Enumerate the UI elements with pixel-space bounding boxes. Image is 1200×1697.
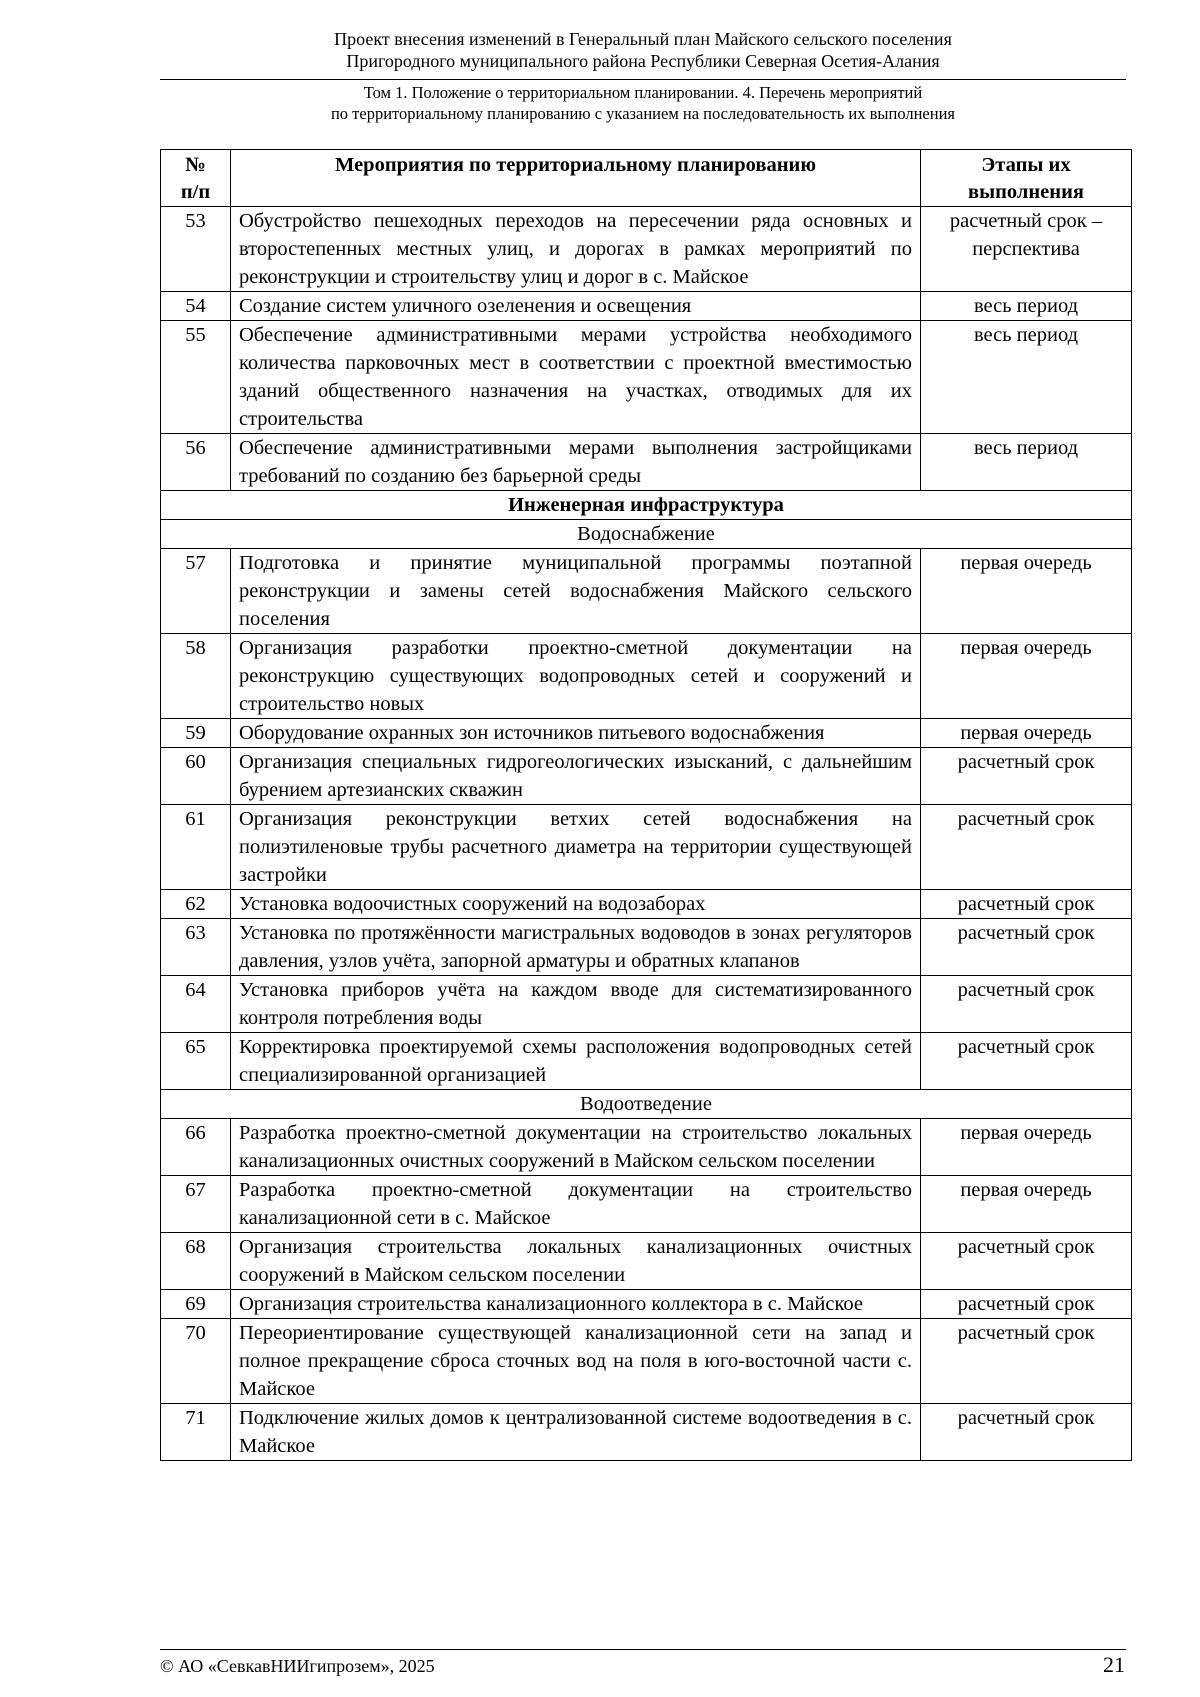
row-measure: Подготовка и принятие муниципальной программы поэтапной реконструкции и замены сетей водоснабжения Майского сельского поселения — [231, 549, 921, 634]
row-measure: Подключение жилых домов к централизованной системе водоотведения в с. Майское — [231, 1404, 921, 1461]
row-number: 58 — [161, 634, 231, 719]
table-row — [161, 207, 1132, 292]
column-header-stage — [921, 150, 1132, 207]
table-body-c — [161, 1119, 1132, 1461]
table-row — [161, 919, 1132, 976]
row-number: 65 — [161, 1033, 231, 1090]
row-measure: Организация разработки проектно-сметной документации на реконструкцию существующих водопроводных сетей и сооружений и строительство новых — [231, 634, 921, 719]
row-stage: первая очередь — [921, 634, 1132, 719]
row-measure: Обеспечение административными мерами выполнения застройщиками требований по созданию без барьерной среды — [231, 434, 921, 491]
row-number: 71 — [161, 1404, 231, 1461]
column-header-measure: Мероприятия по территориальному планированию — [231, 150, 921, 207]
table-row — [161, 549, 1132, 634]
table-row — [161, 321, 1132, 434]
section-row — [161, 491, 1132, 520]
row-number: 57 — [161, 549, 231, 634]
project-title-line-2: Пригородного муниципального района Республики Северная Осетия-Алания — [346, 51, 940, 71]
row-stage: расчетный срок — [921, 890, 1132, 919]
row-number: 56 — [161, 434, 231, 491]
subsection-heading-wastewater: Водоотведение — [161, 1090, 1132, 1119]
row-number: 67 — [161, 1176, 231, 1233]
row-stage: весь период — [921, 321, 1132, 434]
table-section-wastewater — [161, 1090, 1132, 1119]
table-row — [161, 1033, 1132, 1090]
table-row — [161, 1290, 1132, 1319]
row-stage: весь период — [921, 292, 1132, 321]
row-stage: весь период — [921, 434, 1132, 491]
section-heading-engineering: Инженерная инфраструктура — [161, 491, 1132, 520]
row-number: 68 — [161, 1233, 231, 1290]
project-title-line-1: Проект внесения изменений в Генеральный план Майского сельского поселения — [334, 29, 952, 49]
row-measure: Установка по протяжённости магистральных водоводов в зонах регуляторов давления, узлов учёта, запорной арматуры и обратных клапанов — [231, 919, 921, 976]
subsection-heading-water-supply: Водоснабжение — [161, 520, 1132, 549]
row-stage: расчетный срок — [921, 1290, 1132, 1319]
row-number: 55 — [161, 321, 231, 434]
row-number: 62 — [161, 890, 231, 919]
table-row — [161, 748, 1132, 805]
row-measure: Организация строительства канализационного коллектора в с. Майское — [231, 1290, 921, 1319]
row-stage: первая очередь — [921, 549, 1132, 634]
table-row — [161, 1319, 1132, 1404]
row-measure: Организация строительства локальных канализационных очистных сооружений в Майском сельском поселении — [231, 1233, 921, 1290]
row-measure: Установка водоочистных сооружений на водозаборах — [231, 890, 921, 919]
table-section-engineering — [161, 491, 1132, 549]
volume-title — [160, 82, 1126, 124]
row-number: 61 — [161, 805, 231, 890]
table-row — [161, 719, 1132, 748]
footer-divider — [160, 1649, 1126, 1650]
row-number: 64 — [161, 976, 231, 1033]
header-divider — [160, 79, 1126, 80]
row-number: 53 — [161, 207, 231, 292]
table-row — [161, 1404, 1132, 1461]
row-stage: расчетный срок — [921, 976, 1132, 1033]
table-row — [161, 634, 1132, 719]
row-stage: расчетный срок — [921, 1319, 1132, 1404]
row-measure: Обустройство пешеходных переходов на пересечении ряда основных и второстепенных местных улиц, и дорогах в рамках мероприятий по реконструкции и строительству улиц и дорог в с. Майское — [231, 207, 921, 292]
row-stage: первая очередь — [921, 719, 1132, 748]
row-measure: Организация реконструкции ветхих сетей водоснабжения на полиэтиленовые трубы расчетного диаметра на территории существующей застройки — [231, 805, 921, 890]
table-row — [161, 1176, 1132, 1233]
project-title — [160, 28, 1126, 72]
row-measure: Обеспечение административными мерами устройства необходимого количества парковочных мест в соответствии с проектной вместимостью зданий общественного назначения на участках, отводимых для их строительства — [231, 321, 921, 434]
row-measure: Корректировка проектируемой схемы расположения водопроводных сетей специализированной организацией — [231, 1033, 921, 1090]
subsection-row — [161, 1090, 1132, 1119]
table-body-b — [161, 549, 1132, 1090]
row-stage: первая очередь — [921, 1119, 1132, 1176]
volume-title-line-1: Том 1. Положение о территориальном планировании. 4. Перечень мероприятий — [363, 83, 923, 102]
table-row — [161, 434, 1132, 491]
row-measure: Оборудование охранных зон источников питьевого водоснабжения — [231, 719, 921, 748]
row-number: 54 — [161, 292, 231, 321]
row-measure: Разработка проектно-сметной документации на строительство канализационной сети в с. Майское — [231, 1176, 921, 1233]
row-measure: Разработка проектно-сметной документации на строительство локальных канализационных очистных сооружений в Майском сельском поселении — [231, 1119, 921, 1176]
row-stage: расчетный срок – перспектива — [921, 207, 1132, 292]
row-number: 63 — [161, 919, 231, 976]
table-body-a — [161, 207, 1132, 491]
row-number: 69 — [161, 1290, 231, 1319]
row-stage: расчетный срок — [921, 1233, 1132, 1290]
table-row — [161, 292, 1132, 321]
column-header-stage-line-1: Этапы их — [981, 154, 1071, 176]
row-stage: расчетный срок — [921, 805, 1132, 890]
row-measure: Организация специальных гидрогеологических изысканий, с дальнейшим бурением артезианских скважин — [231, 748, 921, 805]
table-row — [161, 1233, 1132, 1290]
row-stage: расчетный срок — [921, 1033, 1132, 1090]
row-number: 59 — [161, 719, 231, 748]
table-header-row — [161, 150, 1132, 207]
row-measure: Установка приборов учёта на каждом вводе для систематизированного контроля потребления воды — [231, 976, 921, 1033]
volume-title-line-2: по территориальному планированию с указанием на последовательность их выполнения — [330, 104, 956, 123]
row-measure: Создание систем уличного озеленения и освещения — [231, 292, 921, 321]
subsection-row — [161, 520, 1132, 549]
table-row — [161, 890, 1132, 919]
column-header-stage-line-2: выполнения — [968, 181, 1084, 203]
row-number: 70 — [161, 1319, 231, 1404]
row-stage: расчетный срок — [921, 748, 1132, 805]
row-stage: расчетный срок — [921, 1404, 1132, 1461]
table-row — [161, 805, 1132, 890]
column-header-number-line-2: п/п — [180, 181, 211, 203]
row-number: 60 — [161, 748, 231, 805]
row-stage: первая очередь — [921, 1176, 1132, 1233]
column-header-number-line-1: № — [185, 154, 206, 176]
table-row — [161, 976, 1132, 1033]
row-number: 66 — [161, 1119, 231, 1176]
table-row — [161, 1119, 1132, 1176]
row-measure: Переориентирование существующей канализационной сети на запад и полное прекращение сброса сточных вод на поля в юго-восточной части с. Майское — [231, 1319, 921, 1404]
row-stage: расчетный срок — [921, 919, 1132, 976]
footer-copyright: © АО «СевкавНИИгипрозем», 2025 — [160, 1656, 435, 1676]
measures-table — [160, 149, 1132, 1461]
column-header-number — [161, 150, 231, 207]
page-number: 21 — [1103, 1652, 1125, 1677]
